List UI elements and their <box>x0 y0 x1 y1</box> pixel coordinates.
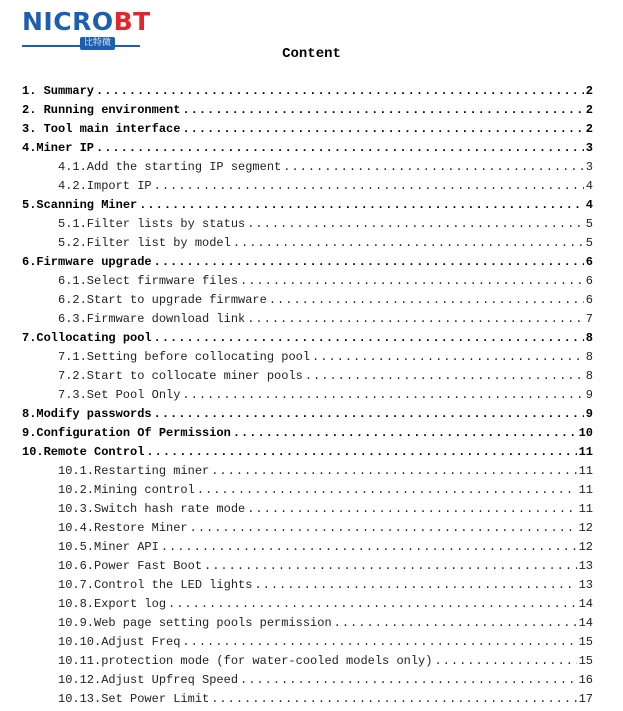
toc-entry-label: 5.1.Filter lists by status <box>58 217 246 231</box>
toc-entry[interactable] <box>22 464 593 483</box>
toc-entry-label: 6.Firmware upgrade <box>22 255 152 269</box>
toc-entry-page: 5 <box>585 236 593 250</box>
toc-entry[interactable] <box>22 84 593 103</box>
toc-entry-page: 5 <box>585 217 593 231</box>
toc-entry-label: 10.9.Web page setting pools permission <box>58 616 332 630</box>
toc-entry-label: 10.Remote Control <box>22 445 145 459</box>
toc-entry-page: 6 <box>585 293 593 307</box>
toc-entry[interactable] <box>22 578 593 597</box>
toc-leader-dots <box>182 103 583 117</box>
toc-leader-dots <box>240 673 577 687</box>
toc-entry-page: 11 <box>578 445 593 459</box>
toc-entry-page: 13 <box>578 578 593 592</box>
toc-entry-page: 8 <box>585 331 593 345</box>
toc-leader-dots <box>211 692 576 706</box>
toc-entry-label: 10.8.Export log <box>58 597 167 611</box>
toc-entry[interactable] <box>22 293 593 312</box>
toc-entry[interactable] <box>22 198 593 217</box>
toc-entry-page: 2 <box>585 122 593 136</box>
toc-leader-dots <box>254 578 576 592</box>
toc-entry-label: 7.Collocating pool <box>22 331 152 345</box>
table-of-contents <box>22 84 593 711</box>
toc-entry[interactable] <box>22 217 593 236</box>
toc-entry-page: 2 <box>585 84 593 98</box>
toc-entry[interactable] <box>22 122 593 141</box>
toc-entry-label: 10.7.Control the LED lights <box>58 578 253 592</box>
toc-entry-label: 7.3.Set Pool Only <box>58 388 181 402</box>
toc-entry-label: 10.5.Miner API <box>58 540 159 554</box>
toc-entry[interactable] <box>22 236 593 255</box>
toc-entry-page: 4 <box>585 198 593 212</box>
toc-leader-dots <box>269 293 584 307</box>
toc-leader-dots <box>305 369 584 383</box>
toc-entry[interactable] <box>22 407 593 426</box>
logo-text-part1: NICRO <box>22 7 114 36</box>
toc-leader-dots <box>247 217 584 231</box>
toc-entry-label: 2. Running environment <box>22 103 181 117</box>
toc-entry[interactable] <box>22 559 593 578</box>
toc-entry-label: 10.3.Switch hash rate mode <box>58 502 246 516</box>
toc-entry[interactable] <box>22 597 593 616</box>
toc-entry-label: 8.Modify passwords <box>22 407 152 421</box>
toc-leader-dots <box>334 616 577 630</box>
toc-entry-page: 7 <box>585 312 593 326</box>
toc-entry-label: 10.6.Power Fast Boot <box>58 559 203 573</box>
toc-entry-label: 10.10.Adjust Freq <box>58 635 181 649</box>
toc-leader-dots <box>434 654 576 668</box>
toc-entry-page: 11 <box>578 502 593 516</box>
toc-entry-page: 16 <box>578 673 593 687</box>
toc-entry-label: 4.2.Import IP <box>58 179 152 193</box>
toc-entry[interactable] <box>22 160 593 179</box>
toc-entry-label: 10.12.Adjust Upfreq Speed <box>58 673 239 687</box>
toc-entry[interactable] <box>22 103 593 122</box>
company-logo <box>22 8 152 50</box>
toc-entry-page: 2 <box>585 103 593 117</box>
page-title: Content <box>282 46 341 62</box>
toc-entry[interactable] <box>22 673 593 692</box>
toc-entry-page: 8 <box>585 369 593 383</box>
toc-entry[interactable] <box>22 654 593 673</box>
toc-entry-label: 7.1.Setting before collocating pool <box>58 350 311 364</box>
toc-entry-page: 9 <box>585 388 593 402</box>
toc-entry[interactable] <box>22 521 593 540</box>
toc-entry-label: 4.1.Add the starting IP segment <box>58 160 282 174</box>
toc-entry-page: 14 <box>578 616 593 630</box>
toc-leader-dots <box>139 198 584 212</box>
toc-leader-dots <box>154 407 584 421</box>
toc-leader-dots <box>197 483 577 497</box>
toc-leader-dots <box>233 426 577 440</box>
toc-entry-page: 15 <box>578 654 593 668</box>
toc-leader-dots <box>247 502 576 516</box>
toc-leader-dots <box>154 255 584 269</box>
toc-entry-page: 8 <box>585 350 593 364</box>
toc-entry-page: 13 <box>578 559 593 573</box>
toc-entry[interactable] <box>22 255 593 274</box>
toc-entry-page: 17 <box>578 692 593 706</box>
toc-leader-dots <box>182 635 576 649</box>
toc-entry-label: 9.Configuration Of Permission <box>22 426 231 440</box>
toc-entry-page: 15 <box>578 635 593 649</box>
toc-leader-dots <box>96 84 584 98</box>
toc-entry-page: 12 <box>578 521 593 535</box>
toc-leader-dots <box>204 559 577 573</box>
toc-entry[interactable] <box>22 369 593 388</box>
toc-entry[interactable] <box>22 483 593 502</box>
toc-entry-page: 12 <box>578 540 593 554</box>
toc-entry-page: 14 <box>578 597 593 611</box>
toc-leader-dots <box>168 597 577 611</box>
toc-entry-label: 4.Miner IP <box>22 141 95 155</box>
toc-entry-label: 10.2.Mining control <box>58 483 195 497</box>
toc-entry-page: 11 <box>578 464 593 478</box>
logo-wordmark <box>22 8 151 36</box>
toc-entry-page: 11 <box>578 483 593 497</box>
toc-entry[interactable] <box>22 692 593 711</box>
toc-entry-page: 4 <box>585 179 593 193</box>
toc-leader-dots <box>240 274 584 288</box>
toc-leader-dots <box>283 160 584 174</box>
toc-entry-page: 6 <box>585 274 593 288</box>
toc-entry-label: 5.Scanning Miner <box>22 198 138 212</box>
toc-entry-page: 3 <box>585 141 593 155</box>
toc-entry[interactable] <box>22 141 593 160</box>
toc-leader-dots <box>96 141 584 155</box>
toc-entry-label: 6.3.Firmware download link <box>58 312 246 326</box>
toc-entry[interactable] <box>22 445 593 464</box>
toc-leader-dots <box>154 331 584 345</box>
toc-leader-dots <box>161 540 577 554</box>
toc-leader-dots <box>190 521 577 535</box>
toc-leader-dots <box>211 464 576 478</box>
toc-entry[interactable] <box>22 502 593 521</box>
toc-entry-label: 6.2.Start to upgrade firmware <box>58 293 267 307</box>
toc-entry-label: 7.2.Start to collocate miner pools <box>58 369 303 383</box>
toc-entry-label: 10.1.Restarting miner <box>58 464 210 478</box>
toc-entry-page: 10 <box>578 426 593 440</box>
toc-leader-dots <box>312 350 584 364</box>
toc-entry[interactable] <box>22 635 593 654</box>
toc-entry-label: 10.4.Restore Miner <box>58 521 188 535</box>
toc-entry[interactable] <box>22 274 593 293</box>
toc-entry-page: 6 <box>585 255 593 269</box>
toc-entry[interactable] <box>22 179 593 198</box>
toc-leader-dots <box>182 388 583 402</box>
toc-entry-label: 6.1.Select firmware files <box>58 274 239 288</box>
toc-entry-label: 1. Summary <box>22 84 95 98</box>
toc-entry-page: 3 <box>585 160 593 174</box>
logo-text-part2: BT <box>113 7 151 36</box>
toc-leader-dots <box>154 179 584 193</box>
toc-entry[interactable] <box>22 616 593 635</box>
toc-leader-dots <box>182 122 583 136</box>
toc-entry[interactable] <box>22 350 593 369</box>
logo-subtitle: 比特微 <box>80 37 115 50</box>
toc-leader-dots <box>146 445 576 459</box>
toc-leader-dots <box>247 312 584 326</box>
toc-leader-dots <box>233 236 584 250</box>
toc-entry[interactable] <box>22 312 593 331</box>
toc-entry-label: 3. Tool main interface <box>22 122 181 136</box>
toc-entry-label: 10.13.Set Power Limit <box>58 692 210 706</box>
toc-entry[interactable] <box>22 426 593 445</box>
toc-entry-page: 9 <box>585 407 593 421</box>
toc-entry[interactable] <box>22 331 593 350</box>
toc-entry-label: 5.2.Filter list by model <box>58 236 231 250</box>
toc-entry[interactable] <box>22 540 593 559</box>
toc-entry[interactable] <box>22 388 593 407</box>
toc-entry-label: 10.11.protection mode (for water-cooled models only) <box>58 654 433 668</box>
